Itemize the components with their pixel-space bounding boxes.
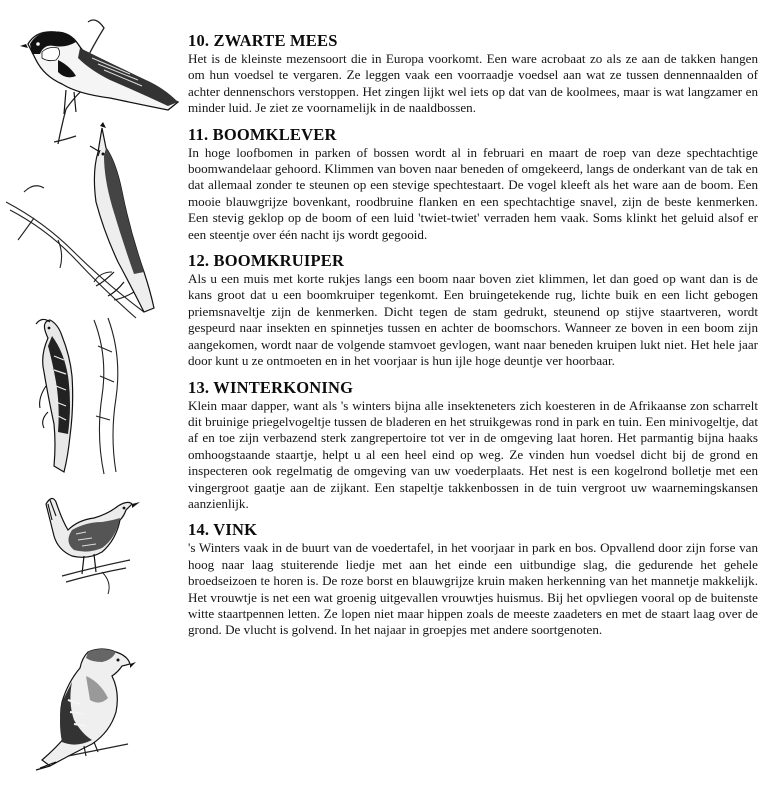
entry-heading: 13. WINTERKONING [188,377,354,397]
boomklever-illustration [4,122,164,322]
entry-winterkoning [188,379,758,513]
boomkruiper-illustration [24,316,134,476]
winterkoning-illustration [42,490,142,600]
entry-body: Klein maar dapper, want als 's winters bijna alle insekteneters zich koesteren in de Afrikaanse zon scharrelt dit bruinige priegelvogeltje tussen de bladeren en het struikgewas rond in park en tuin. Een minivogeltje, dat af en toe zijn verbazend sterk zangrepertoire tot ver in de omgeving laat horen. Het parmantig bijna haaks omhoogstaande staartje, helpt u al een heel eind op weg. Ze vinden hun voedsel dicht bij de grond en inspecteren ook regelmatig de omgeving van uw voederplaats. Het nest is een kogelrond bolletje met een vingergroot gaatje aan de zijkant. Een stapeltje takkenbossen in de tuin vergroot uw waarnemingskansen aanzienlijk. [188,397,758,511]
entry-heading: 11. BOOMKLEVER [188,124,337,144]
entry-heading: 10. ZWARTE MEES [188,31,338,50]
entry-boomklever [188,126,758,243]
entry-zwarte-mees [188,32,758,117]
entry-heading: 12. BOOMKRUIPER [188,251,345,271]
illustration-column [0,0,180,800]
vink-illustration [28,642,138,772]
entry-heading: 14. VINK [188,520,258,540]
entry-body: Het is de kleinste mezensoort die in Europa voorkomt. Een ware acrobaat zo als ze aan de takken hangen om hun voedsel te vergaren. Ze leggen vaak een voorraadje voedsel aan wat ze tussen dennennaalden of achter dennenschors verstoppen. Het zingen lijkt wel iets op dat van de koolmees, maar is wat langzamer en minder luid. Je ziet ze voornamelijk in de naaldbossen. [188,51,758,116]
entry-body: In hoge loofbomen in parken of bossen wordt al in februari en maart de roep van deze spechtachtige boomwandelaar gehoord. Klimmen van boven naar beneden of omgekeerd, langs de onderkant van de tak en dat allemaal zonder te steunen op een stevige spechtestaart. De vogel kleeft als het ware aan de boom. Een mooie blauwgrijze bovenkant, roodbruine flanken en een spechtachtige snavel, zijn de beste kenmerken. Een stevig geklop op de boom of een luid 'twiet-twiet' verraden hem vaak. Soms klinkt het geluid alsof er een steentje over één nacht ijs wordt gegooid. [188,144,758,242]
entry-body: Als u een muis met korte rukjes langs een boom naar boven ziet klimmen, let dan goed op want dan is de kans groot dat u een boomkruiper tegenkomt. Een bruingetekende rug, lichte buik en een licht gebogen priemsnaveltje zijn de kenmerken. Dicht tegen de stam gedrukt, steunend op stijve staartveren, wordt gespeurd naar insekten en spinnetjes tussen en achter de boomschors. Wanneer ze boven in een boom zijn aangekomen, wordt naar de volgende stamvoet gevlogen, want naar beneden kruipen lukt niet. Het hele jaar door kunt u ze ontmoeten en in het voorjaar is hun ijle hoge deuntje ver hoorbaar. [188,271,758,369]
text-column [188,32,758,648]
entry-boomkruiper [188,252,758,369]
entry-body: 's Winters vaak in de buurt van de voedertafel, in het voorjaar in park en bos. Opvallend door zijn forse van hoog naar laag stuiterende liedje met aan het einde een uitbundige slag, die gedurende het gehele broedseizoen te horen is. De roze borst en blauwgrijze kruin maken herkenning van het mannetje makkelijk. Het vrouwtje is net een wat groenig uitgevallen vrouwtjes huismus. Bij het opvliegen vooral op de buitenste witte staartpennen letten. Ze lopen niet maar hippen zoals de meeste zaadeters en met de staart laag over de grond. De vlucht is golvend. In het najaar in groepjes met andere soortgenoten. [188,540,758,638]
entry-vink [188,521,758,638]
